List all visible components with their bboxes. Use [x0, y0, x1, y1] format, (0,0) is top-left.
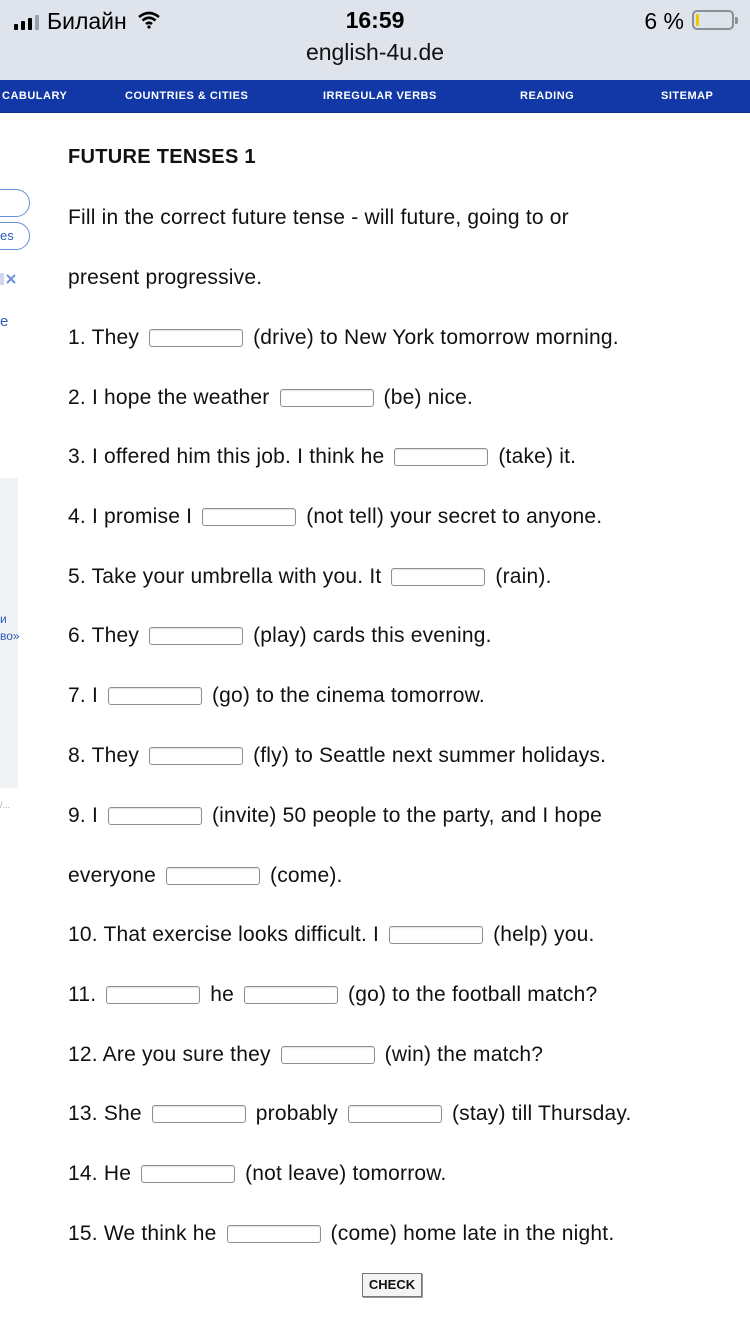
exercise-text: 8. They — [68, 744, 140, 767]
answer-input[interactable] — [149, 747, 243, 765]
exercise-text: 7. I — [68, 684, 98, 707]
clock: 16:59 — [345, 7, 405, 33]
exercise-text: everyone — [68, 864, 156, 887]
exercise-line — [68, 442, 576, 472]
sidebar-fragment-d: /... — [0, 800, 11, 810]
exercise-text: (rain). — [495, 565, 552, 588]
exercise-text: (go) to the football match? — [348, 983, 598, 1006]
exercise-line — [68, 1099, 632, 1129]
answer-input[interactable] — [394, 448, 488, 466]
answer-input[interactable] — [348, 1105, 442, 1123]
nav-reading[interactable]: READING — [520, 90, 575, 102]
exercise-text: 4. I promise I — [68, 505, 193, 528]
nav-vocabulary[interactable]: CABULARY — [2, 90, 68, 102]
instruction-line-2: present progressive. — [68, 266, 263, 289]
page-title: FUTURE TENSES 1 — [68, 146, 256, 168]
exercise-text: (play) cards this evening. — [253, 624, 492, 647]
address-bar[interactable]: english-4u.de — [305, 39, 445, 65]
exercise-text: 1. They — [68, 326, 140, 349]
exercise-line — [68, 980, 597, 1010]
answer-input[interactable] — [391, 568, 485, 586]
battery-percent: 6 % — [644, 8, 684, 34]
exercise-text: (come) home late in the night. — [330, 1222, 615, 1245]
exercise-line — [68, 801, 602, 831]
exercise-line — [68, 741, 606, 771]
nav-countries-cities[interactable]: COUNTRIES & CITIES — [125, 90, 249, 102]
exercise-text: (come). — [270, 864, 343, 887]
exercise-text: he — [210, 983, 234, 1006]
exercise-text: 5. Take your umbrella with you. It — [68, 565, 382, 588]
answer-input[interactable] — [244, 986, 338, 1004]
exercise-line — [68, 323, 619, 353]
answer-input[interactable] — [149, 329, 243, 347]
exercise-text: (stay) till Thursday. — [451, 1102, 632, 1125]
exercise-line — [68, 1219, 614, 1249]
exercise-text: 3. I offered him this job. I think he — [68, 445, 385, 468]
exercise-text: (drive) to New York tomorrow morning. — [253, 326, 619, 349]
answer-input[interactable] — [108, 807, 202, 825]
answer-input[interactable] — [202, 508, 296, 526]
exercise-line — [68, 502, 602, 532]
instruction-line-1: Fill in the correct future tense - will future, going to or — [68, 206, 569, 229]
site-nav — [0, 80, 750, 113]
answer-input[interactable] — [152, 1105, 246, 1123]
answer-input[interactable] — [108, 687, 202, 705]
exercise-text: (go) to the cinema tomorrow. — [211, 684, 485, 707]
exercise-line — [68, 1040, 543, 1070]
browser-topbar — [0, 0, 750, 80]
exercise-text: 11. — [68, 983, 97, 1006]
sidebar-fragment-b: во» — [0, 629, 20, 643]
exercise-text: (not leave) tomorrow. — [245, 1162, 447, 1185]
exercise-text: (not tell) your secret to anyone. — [306, 505, 603, 528]
answer-input[interactable] — [141, 1165, 235, 1183]
exercise-text: 13. She — [68, 1102, 142, 1125]
answer-input[interactable] — [281, 1046, 375, 1064]
exercise-text: (take) it. — [498, 445, 577, 468]
check-button[interactable]: CHECK — [362, 1273, 422, 1297]
exercise-line — [68, 681, 485, 711]
exercise-text: 2. I hope the weather — [68, 386, 270, 409]
exercise-text: 14. He — [68, 1162, 132, 1185]
exercise-text: 12. Are you sure they — [68, 1043, 271, 1066]
nav-irregular-verbs[interactable]: IRREGULAR VERBS — [323, 90, 437, 102]
exercise-text: (fly) to Seattle next summer holidays. — [253, 744, 607, 767]
sidebar-fragment-c: e — [0, 313, 9, 330]
sidebar-pill-label: es — [0, 228, 14, 243]
sidebar-pill[interactable] — [0, 189, 30, 217]
exercise-text: (invite) 50 people to the party, and I hope — [211, 804, 602, 827]
exercise-text: 6. They — [68, 624, 140, 647]
answer-input[interactable] — [227, 1225, 321, 1243]
answer-input[interactable] — [389, 926, 483, 944]
exercise-line — [68, 383, 473, 413]
answer-input[interactable] — [166, 867, 260, 885]
exercise-text: 9. I — [68, 804, 98, 827]
exercise-text: 15. We think he — [68, 1222, 217, 1245]
answer-input[interactable] — [106, 986, 200, 1004]
answer-input[interactable] — [280, 389, 374, 407]
carrier-name: Билайн — [47, 8, 127, 34]
exercise-line — [68, 861, 343, 891]
exercise-text: (win) the match? — [384, 1043, 544, 1066]
exercise-line — [68, 1159, 447, 1189]
exercise-text: 10. That exercise looks difficult. I — [68, 923, 380, 946]
exercise-line — [68, 562, 552, 592]
exercise-line — [68, 621, 492, 651]
exercise-line — [68, 920, 595, 950]
exercise-text: probably — [255, 1102, 338, 1125]
nav-sitemap[interactable]: SITEMAP — [661, 90, 714, 102]
exercise-text: (help) you. — [493, 923, 595, 946]
battery-icon — [692, 10, 734, 30]
sidebar-fragment-a: и — [0, 612, 7, 626]
exercise-text: (be) nice. — [383, 386, 474, 409]
ad-close-icon[interactable] — [0, 272, 18, 289]
answer-input[interactable] — [149, 627, 243, 645]
